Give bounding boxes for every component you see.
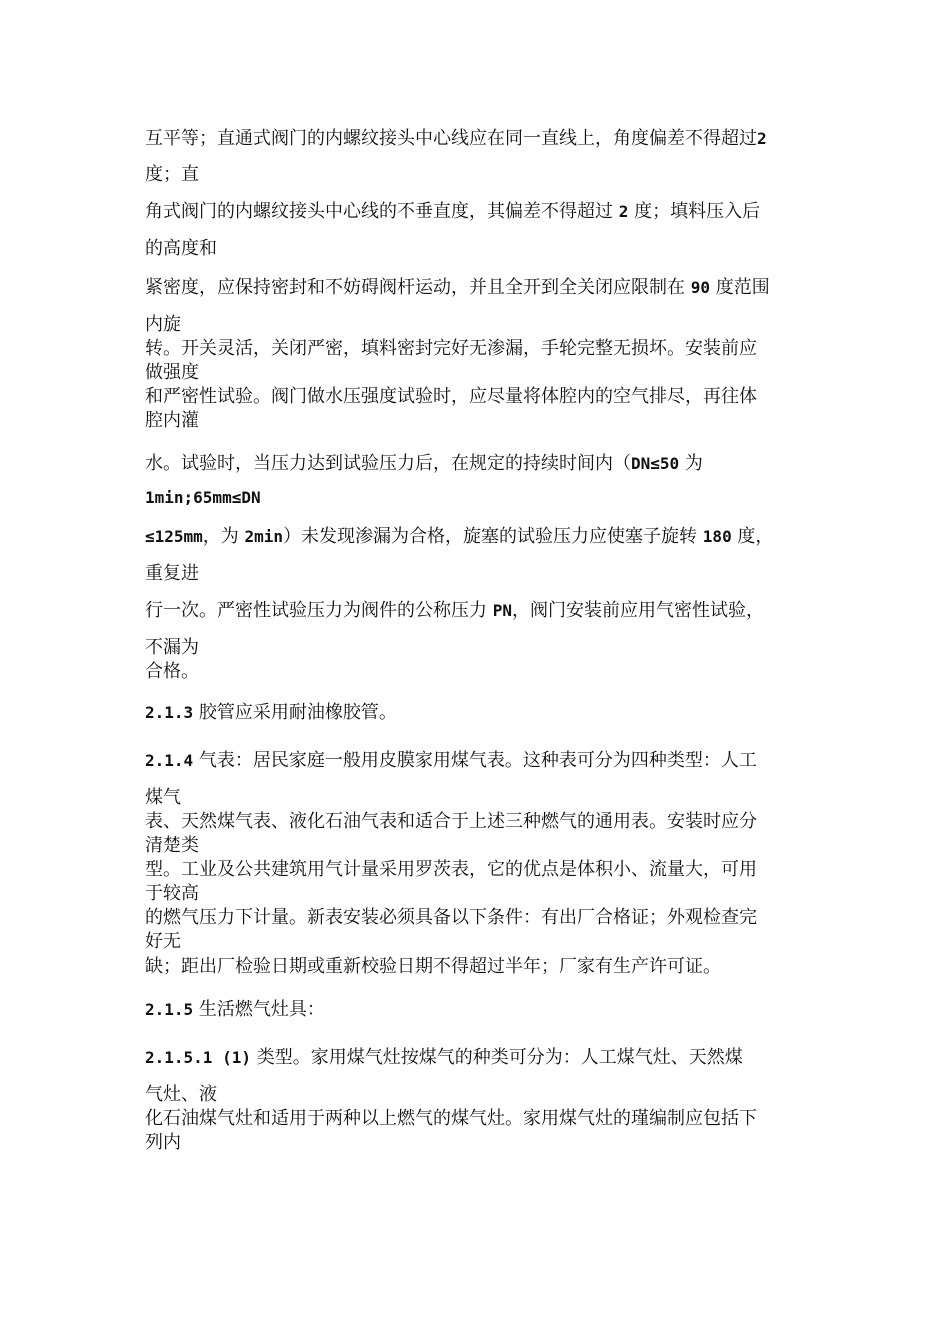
text-segment: 紧密度，应保持密封和不妨碍阀杆运动，并且全开到全关闭应限制在	[145, 277, 691, 298]
text-line	[145, 882, 199, 906]
text-segment: 重复进	[145, 563, 199, 584]
text-line	[145, 361, 199, 385]
text-line	[145, 858, 757, 882]
text-line	[145, 701, 397, 725]
text-line	[145, 276, 770, 300]
inline-code: 90	[690, 278, 710, 297]
inline-code: 2	[757, 129, 767, 148]
inline-code: DN≤50	[631, 454, 680, 473]
text-segment: 好无	[145, 931, 181, 952]
text-segment: 类型。家用煤气灶按煤气的种类可分为：人工煤气灶、天然煤	[250, 1047, 743, 1068]
text-line	[145, 660, 199, 684]
text-line	[145, 1107, 757, 1131]
inline-code: 1min;65mm≤DN	[145, 488, 261, 507]
inline-code: 180	[702, 527, 732, 546]
text-segment: ，阀门安装前应用气密性试验，	[512, 600, 764, 621]
text-segment: 和严密性试验。阀门做水压强度试验时，应尽量将体腔内的空气排尽，再往体	[145, 386, 757, 407]
text-segment: 生活燃气灶具：	[193, 999, 325, 1020]
text-segment: 型。工业及公共建筑用气计量采用罗茨表，它的优点是体积小、流量大，可用	[145, 859, 757, 880]
text-line	[145, 930, 181, 954]
text-segment: 气灶、液	[145, 1084, 217, 1105]
text-segment: 互平等；直通式阀门的内螺纹接头中心线应在同一直线上，角度偏差不得超过	[145, 128, 757, 149]
text-segment: 化石油煤气灶和适用于两种以上燃气的煤气灶。家用煤气灶的瑾编制应包括下	[145, 1108, 757, 1129]
text-line	[145, 313, 181, 337]
text-segment: 列内	[145, 1132, 181, 1153]
text-segment: 煤气	[145, 787, 181, 808]
text-line	[145, 562, 199, 586]
text-line	[145, 955, 721, 979]
inline-code: 2	[618, 202, 629, 221]
text-segment: 于较高	[145, 883, 199, 904]
text-line	[145, 636, 199, 660]
text-line	[145, 749, 757, 773]
text-segment: 的高度和	[145, 238, 217, 259]
text-line	[145, 127, 767, 151]
text-segment: 为	[679, 453, 703, 474]
text-line	[145, 599, 764, 623]
text-segment: 胶管应采用耐油橡胶管。	[193, 702, 397, 723]
inline-code: ≤125mm	[145, 527, 203, 546]
text-line	[145, 452, 703, 476]
text-segment: 清楚类	[145, 835, 199, 856]
text-segment: 水。试验时，当压力达到试验压力后，在规定的持续时间内（	[145, 453, 631, 474]
text-line	[145, 906, 757, 930]
inline-code: 2min	[244, 527, 284, 546]
text-line	[145, 810, 757, 834]
text-line	[145, 163, 199, 187]
text-segment: ，为	[202, 526, 245, 547]
text-segment: 做强度	[145, 362, 199, 383]
text-line	[145, 409, 199, 433]
text-segment: 腔内灌	[145, 410, 199, 431]
text-segment: 度；填料压入后	[628, 201, 761, 222]
text-line	[145, 1046, 743, 1070]
text-segment: 缺；距出厂检验日期或重新校验日期不得超过半年；厂家有生产许可证。	[145, 956, 721, 977]
text-segment: 内旋	[145, 314, 181, 335]
text-line	[145, 998, 325, 1022]
text-segment: 度，	[731, 526, 774, 547]
text-segment: 气表：居民家庭一般用皮膜家用煤气表。这种表可分为四种类型：人工	[193, 750, 757, 771]
inline-code: 2.1.5.1 (1)	[145, 1048, 251, 1067]
text-line	[145, 385, 757, 409]
text-segment: 转。开关灵活，关闭严密，填料密封完好无渗漏，手轮完整无损坏。安装前应	[145, 338, 757, 359]
text-segment: 度范围	[709, 277, 770, 298]
text-line	[145, 1131, 181, 1155]
text-line	[145, 486, 261, 510]
text-segment: 度；直	[145, 164, 199, 185]
text-line	[145, 200, 760, 224]
text-segment: 的燃气压力下计量。新表安装必须具备以下条件：有出厂合格证；外观检查完	[145, 907, 757, 928]
inline-code: 2.1.3	[145, 703, 194, 722]
text-line	[145, 834, 199, 858]
text-segment: 行一次。严密性试验压力为阀件的公称压力	[145, 600, 493, 621]
text-line	[145, 525, 773, 549]
inline-code: PN	[492, 601, 512, 620]
text-line	[145, 786, 181, 810]
text-segment: 表、天然煤气表、液化石油气表和适合于上述三种燃气的通用表。安装时应分	[145, 811, 757, 832]
text-line	[145, 1083, 217, 1107]
text-line	[145, 337, 757, 361]
text-segment: 角式阀门的内螺纹接头中心线的不垂直度，其偏差不得超过	[145, 201, 619, 222]
text-segment: 合格。	[145, 661, 199, 682]
inline-code: 2.1.5	[145, 1000, 194, 1019]
text-segment: 不漏为	[145, 637, 199, 658]
inline-code: 2.1.4	[145, 751, 194, 770]
text-segment: ）未发现渗漏为合格，旋塞的试验压力应使塞子旋转	[283, 526, 703, 547]
text-line	[145, 237, 217, 261]
